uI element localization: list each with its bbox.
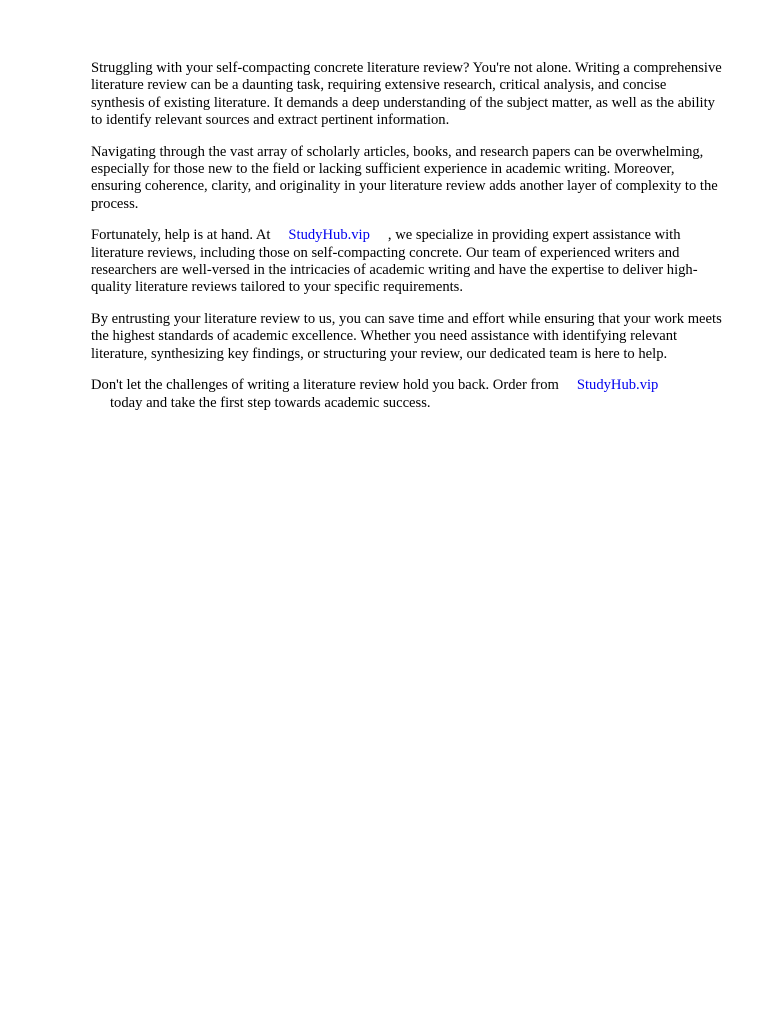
paragraph-help-trail-text: , we specialize in providing expert assistance with literature reviews, including those on self-compacting concrete. Our team of experienced writers and researchers are well-versed in the intricacies of academic writing and have the expertise to deliver high-quality literature reviews tailored to your specific requirements. <box>91 227 698 296</box>
studyhub-order-link[interactable]: StudyHub.vip <box>576 377 659 394</box>
paragraph-benefits: By entrusting your literature review to us, you can save time and effort while ensuring that your work meets the highest standards of academic excellence. Whether you need assistance with identifying relevant literature, synthesizing key findings, or structuring your review, our dedicated team is here to help. <box>91 310 722 362</box>
paragraph-help <box>91 227 723 297</box>
paragraph-call-to-action <box>91 377 723 412</box>
paragraph-cta-trail-text: today and take the first step towards academic success. <box>110 394 431 411</box>
document-body <box>91 60 723 426</box>
paragraph-intro: Struggling with your self-compacting concrete literature review? You're not alone. Writing a comprehensive literature review can be a daunting task, requiring extensive research, critical analysis, and concise synthesis of existing literature. It demands a deep understanding of the subject matter, as well as the ability to identify relevant sources and extract pertinent information. <box>91 60 722 129</box>
paragraph-cta-lead-text: Don't let the challenges of writing a literature review hold you back. Order from <box>91 377 559 394</box>
paragraph-help-lead-text: Fortunately, help is at hand. At <box>91 227 271 244</box>
paragraph-challenges: Navigating through the vast array of scholarly articles, books, and research papers can be overwhelming, especially for those new to the field or lacking sufficient experience in academic writing. Moreover, ensuring coherence, clarity, and originality in your literature review adds another layer of complexity to the process. <box>91 143 718 212</box>
studyhub-link[interactable]: StudyHub.vip <box>288 227 370 244</box>
